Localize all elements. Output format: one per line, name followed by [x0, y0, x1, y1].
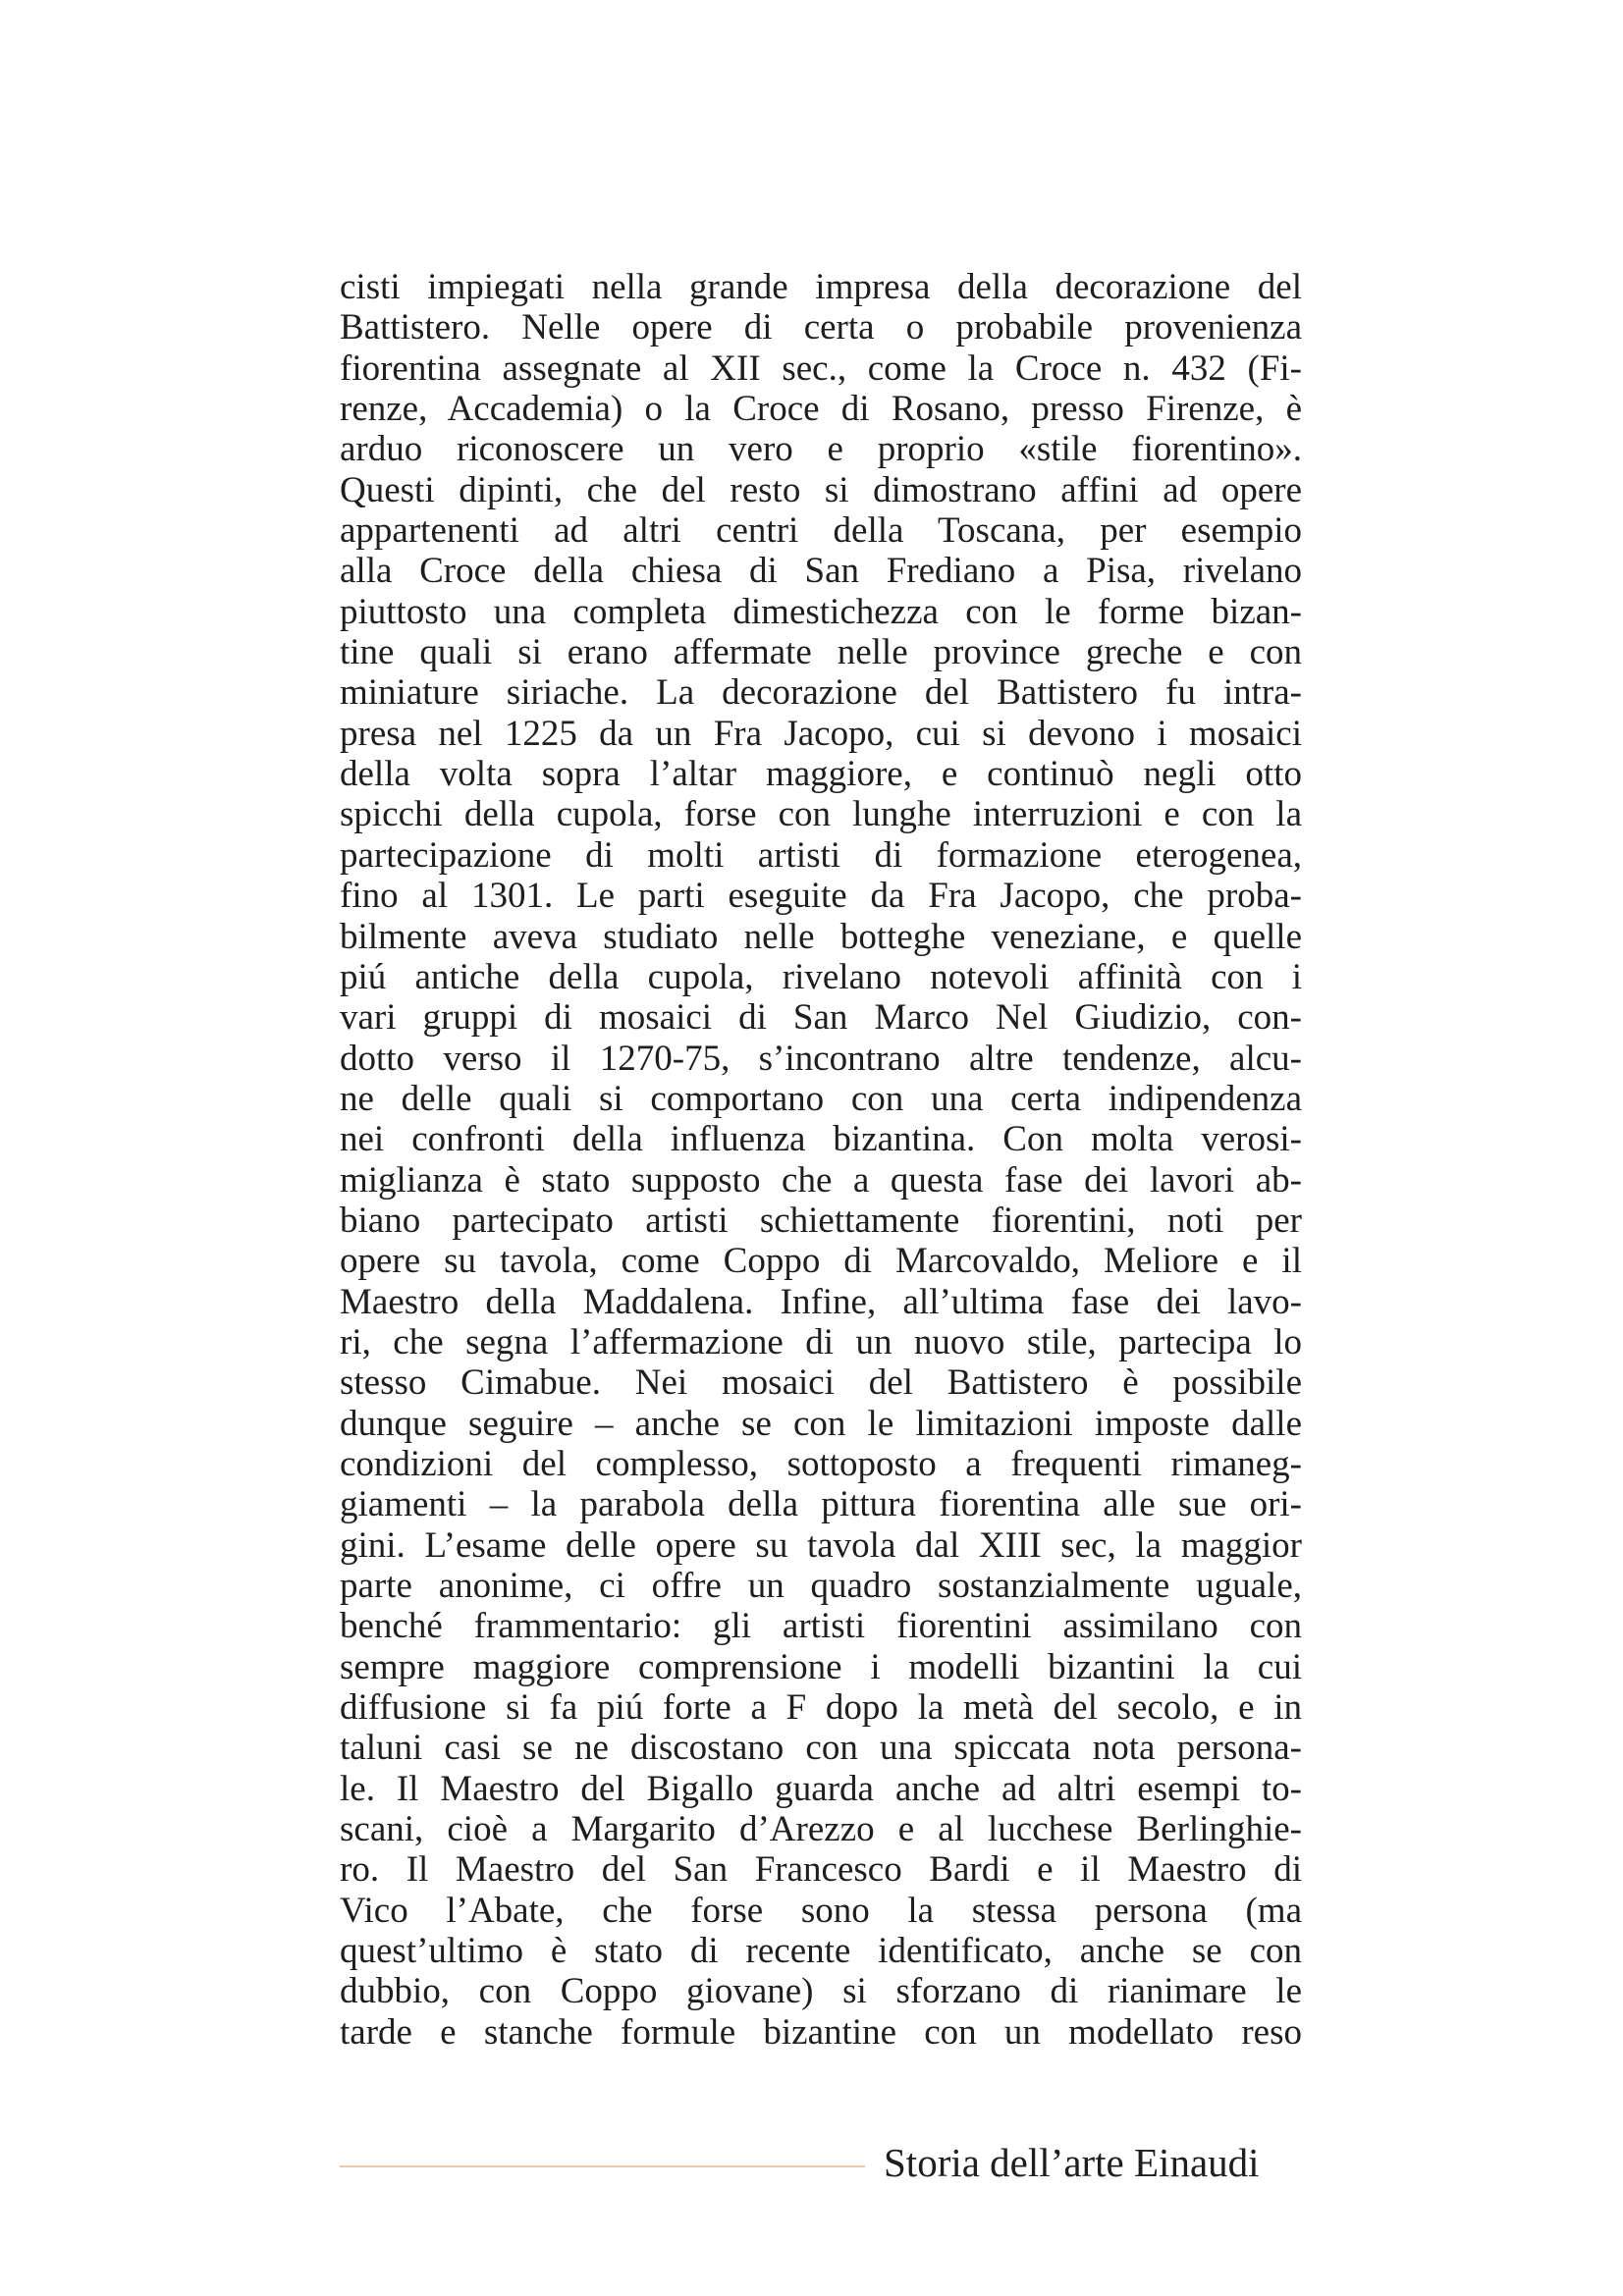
text-line: miglianza è stato supposto che a questa fase dei lavori ab-	[340, 1159, 1302, 1201]
text-line: Vico l’Abate, che forse sono la stessa persona (ma	[340, 1890, 1302, 1931]
text-line: fiorentina assegnate al XII sec., come la Croce n. 432 (Fi-	[340, 347, 1302, 389]
body-text	[340, 267, 1302, 2053]
text-line: biano partecipato artisti schiettamente fiorentini, noti per	[340, 1200, 1302, 1241]
text-line: Battistero. Nelle opere di certa o probabile provenienza	[340, 307, 1302, 348]
text-line: miniature siriache. La decorazione del Battistero fu intra-	[340, 672, 1302, 714]
text-line: sempre maggiore comprensione i modelli bizantini la cui	[340, 1646, 1302, 1687]
text-line: arduo riconoscere un vero e proprio «stile fiorentino».	[340, 429, 1302, 470]
text-line: dunque seguire – anche se con le limitazioni imposte dalle	[340, 1403, 1302, 1444]
text-line: ro. Il Maestro del San Francesco Bardi e il Maestro di	[340, 1849, 1302, 1891]
text-line: tine quali si erano affermate nelle province greche e con	[340, 632, 1302, 673]
text-line: stesso Cimabue. Nei mosaici del Battistero è possibile	[340, 1362, 1302, 1404]
text-line: piú antiche della cupola, rivelano notevoli affinità con i	[340, 956, 1302, 997]
text-line: della volta sopra l’altar maggiore, e continuò negli otto	[340, 754, 1302, 795]
text-line: Questi dipinti, che del resto si dimostrano affini ad opere	[340, 469, 1302, 510]
text-line: alla Croce della chiesa di San Frediano a Pisa, rivelano	[340, 551, 1302, 592]
footer-rule	[340, 2165, 865, 2167]
text-line: diffusione si fa piú forte a F dopo la metà del secolo, e in	[340, 1687, 1302, 1729]
text-line: cisti impiegati nella grande impresa della decorazione del	[340, 267, 1302, 307]
text-line: ne delle quali si comportano con una certa indipendenza	[340, 1078, 1302, 1119]
text-line: condizioni del complesso, sottoposto a frequenti rimaneg-	[340, 1443, 1302, 1484]
text-line: dubbio, con Coppo giovane) si sforzano di rianimare le	[340, 1971, 1302, 2012]
footer-title: Storia dell’arte Einaudi	[884, 2140, 1260, 2185]
text-line: quest’ultimo è stato di recente identificato, anche se con	[340, 1931, 1302, 1972]
text-line: opere su tavola, come Coppo di Marcovaldo, Meliore e il	[340, 1241, 1302, 1282]
text-line: vari gruppi di mosaici di San Marco Nel Giudizio, con-	[340, 997, 1302, 1039]
text-line: Maestro della Maddalena. Infine, all’ultima fase dei lavo-	[340, 1281, 1302, 1322]
text-line: taluni casi se ne discostano con una spiccata nota persona-	[340, 1728, 1302, 1769]
text-line: appartenenti ad altri centri della Toscana, per esempio	[340, 510, 1302, 552]
text-line: benché frammentario: gli artisti fiorentini assimilano con	[340, 1606, 1302, 1647]
text-line: le. Il Maestro del Bigallo guarda anche ad altri esempi to-	[340, 1768, 1302, 1809]
text-line: tarde e stanche formule bizantine con un modellato reso	[340, 2011, 1302, 2053]
text-line: fino al 1301. Le parti eseguite da Fra Jacopo, che proba-	[340, 876, 1302, 917]
text-line: renze, Accademia) o la Croce di Rosano, presso Firenze, è	[340, 389, 1302, 430]
text-line: nei confronti della influenza bizantina. Con molta verosi-	[340, 1119, 1302, 1160]
text-line: gini. L’esame delle opere su tavola dal XIII sec, la maggior	[340, 1524, 1302, 1566]
text-line: giamenti – la parabola della pittura fiorentina alle sue ori-	[340, 1484, 1302, 1525]
text-line: dotto verso il 1270-75, s’incontrano altre tendenze, alcu-	[340, 1038, 1302, 1079]
text-line: bilmente aveva studiato nelle botteghe veneziane, e quelle	[340, 916, 1302, 957]
text-line: spicchi della cupola, forse con lunghe interruzioni e con la	[340, 794, 1302, 835]
text-line: presa nel 1225 da un Fra Jacopo, cui si devono i mosaici	[340, 713, 1302, 754]
text-line: piuttosto una completa dimestichezza con le forme bizan-	[340, 591, 1302, 632]
text-line: parte anonime, ci offre un quadro sostanzialmente uguale,	[340, 1566, 1302, 1606]
text-line: partecipazione di molti artisti di formazione eterogenea,	[340, 834, 1302, 876]
text-line: ri, che segna l’affermazione di un nuovo stile, partecipa lo	[340, 1321, 1302, 1362]
text-line: scani, cioè a Margarito d’Arezzo e al lucchese Berlinghie-	[340, 1809, 1302, 1850]
